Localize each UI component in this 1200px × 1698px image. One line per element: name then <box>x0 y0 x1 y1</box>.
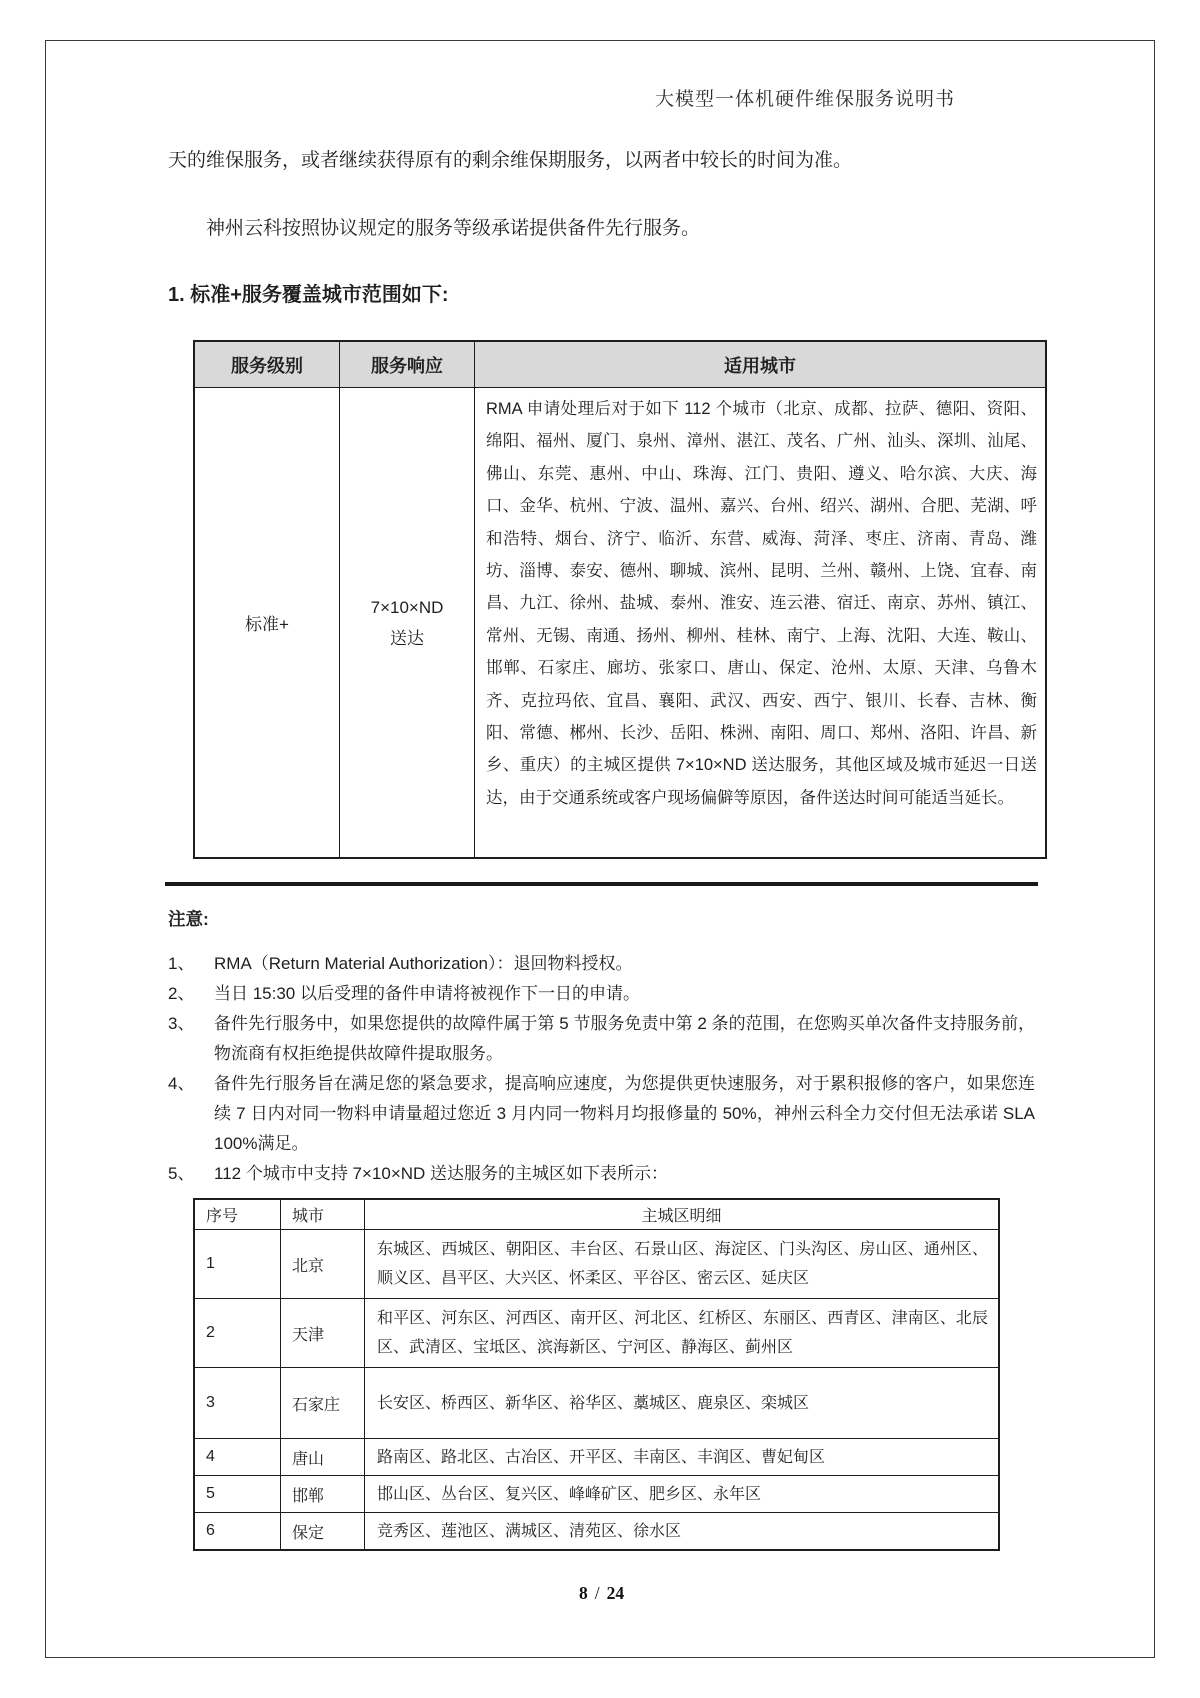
section-divider-rule <box>165 882 1038 886</box>
service-level-cell: 标准+ <box>194 388 340 859</box>
note-text: 当日 15:30 以后受理的备件申请将被视作下一日的申请。 <box>214 984 640 1003</box>
note-item <box>168 949 1035 979</box>
district-row <box>194 1299 999 1368</box>
district-row <box>194 1368 999 1439</box>
service-response-header: 服务响应 <box>340 341 475 388</box>
note-text: 112 个城市中支持 7×10×ND 送达服务的主城区如下表所示： <box>214 1164 669 1183</box>
note-text: 备件先行服务旨在满足您的紧急要求，提高响应速度，为您提供更快速服务，对于累积报修的客户，如果您连续 7 日内对同一物料申请量超过您近 3 月内同一物料月均报修量的 50%，神州云科全力交付但无法承诺 SLA 100%满足。 <box>214 1074 1035 1153</box>
district-row-city: 唐山 <box>281 1439 365 1476</box>
district-row-details: 竞秀区、莲池区、满城区、清苑区、徐水区 <box>365 1513 1000 1551</box>
page-footer <box>168 1583 1035 1604</box>
notes-label: 注意: <box>168 909 209 929</box>
service-level-header: 服务级别 <box>194 341 340 388</box>
district-row-city: 石家庄 <box>281 1368 365 1439</box>
note-item <box>168 1159 1035 1189</box>
note-text: RMA（Return Material Authorization）：退回物料授权。 <box>214 954 633 973</box>
district-row <box>194 1439 999 1476</box>
note-text: 备件先行服务中，如果您提供的故障件属于第 5 节服务免责中第 2 条的范围，在您购买单次备件支持服务前，物流商有权拒绝提供故障件提取服务。 <box>214 1014 1035 1063</box>
district-row-city: 北京 <box>281 1230 365 1299</box>
applicable-cities-cell: RMA 申请处理后对于如下 112 个城市（北京、成都、拉萨、德阳、资阳、绵阳、福州、厦门、泉州、漳州、湛江、茂名、广州、汕头、深圳、汕尾、佛山、东莞、惠州、中山、珠海、江门、贵阳、遵义、哈尔滨、大庆、海口、金华、杭州、宁波、温州、嘉兴、台州、绍兴、湖州、合肥、芜湖、呼和浩特、烟台、济宁、临沂、东营、威海、菏泽、枣庄、济南、青岛、潍坊、淄博、泰安、德州、聊城、滨州、昆明、兰州、赣州、上饶、宜春、南昌、九江、徐州、盐城、泰州、淮安、连云港、宿迁、南京、苏州、镇江、常州、无锡、南通、扬州、柳州、桂林、南宁、上海、沈阳、大连、鞍山、邯郸、石家庄、廊坊、张家口、唐山、保定、沧州、太原、天津、乌鲁木齐、克拉玛依、宜昌、襄阳、武汉、西安、西宁、银川、长春、吉林、衡阳、常德、郴州、长沙、岳阳、株洲、南阳、周口、郑州、洛阳、许昌、新乡、重庆）的主城区提供 7×10×ND 送达服务，其他区域及城市延迟一日送达，由于交通系统或客户现场偏僻等原因，备件送达时间可能适当延长。 <box>475 388 1047 859</box>
district-row-city: 天津 <box>281 1299 365 1368</box>
intro-paragraph-1: 天的维保服务，或者继续获得原有的剩余维保期服务，以两者中较长的时间为准。 <box>168 150 853 171</box>
district-row-number: 5 <box>194 1476 281 1513</box>
document-header-title: 大模型一体机硬件维保服务说明书 <box>654 89 955 110</box>
district-table-header-row <box>194 1199 999 1230</box>
district-city-header: 城市 <box>281 1199 365 1230</box>
district-row-number: 1 <box>194 1230 281 1299</box>
note-item <box>168 1009 1035 1069</box>
notes-list <box>168 949 1035 1189</box>
section-heading: 1. 标准+服务覆盖城市范围如下: <box>168 284 449 306</box>
district-row-city: 保定 <box>281 1513 365 1551</box>
note-item <box>168 1069 1035 1159</box>
service-table-row <box>194 388 1046 859</box>
note-number: 4、 <box>168 1074 195 1093</box>
service-table-header-row <box>194 341 1046 388</box>
note-number: 1、 <box>168 954 195 973</box>
page-number-current: 8 <box>578 1583 588 1603</box>
district-no-header: 序号 <box>194 1199 281 1230</box>
service-response-cell <box>340 388 475 859</box>
district-row-number: 4 <box>194 1439 281 1476</box>
service-coverage-table <box>193 340 1047 859</box>
district-row-number: 2 <box>194 1299 281 1368</box>
district-row <box>194 1476 999 1513</box>
page-number-total: 24 <box>606 1583 625 1603</box>
district-row-details: 邯山区、丛台区、复兴区、峰峰矿区、肥乡区、永年区 <box>365 1476 1000 1513</box>
note-number: 2、 <box>168 984 195 1003</box>
district-row-details: 东城区、西城区、朝阳区、丰台区、石景山区、海淀区、门头沟区、房山区、通州区、顺义区、昌平区、大兴区、怀柔区、平谷区、密云区、延庆区 <box>365 1230 1000 1299</box>
service-response-line1: 7×10×ND <box>370 597 444 617</box>
district-row <box>194 1230 999 1299</box>
district-row <box>194 1513 999 1551</box>
service-response-line2: 送达 <box>390 628 424 648</box>
district-row-details: 和平区、河东区、河西区、南开区、河北区、红桥区、东丽区、西青区、津南区、北辰区、武清区、宝坻区、滨海新区、宁河区、静海区、蓟州区 <box>365 1299 1000 1368</box>
district-row-details: 路南区、路北区、古冶区、开平区、丰南区、丰润区、曹妃甸区 <box>365 1439 1000 1476</box>
note-item <box>168 979 1035 1009</box>
page-content <box>168 148 1035 1551</box>
district-row-number: 6 <box>194 1513 281 1551</box>
district-details-header: 主城区明细 <box>365 1199 1000 1230</box>
note-number: 5、 <box>168 1164 195 1183</box>
applicable-cities-header: 适用城市 <box>475 341 1047 388</box>
page-number-separator: / <box>594 1583 600 1603</box>
intro-paragraph-2: 神州云科按照协议规定的服务等级承诺提供备件先行服务。 <box>206 218 701 239</box>
district-row-city: 邯郸 <box>281 1476 365 1513</box>
district-detail-table <box>193 1198 1000 1551</box>
note-number: 3、 <box>168 1014 195 1033</box>
district-row-number: 3 <box>194 1368 281 1439</box>
district-row-details: 长安区、桥西区、新华区、裕华区、藁城区、鹿泉区、栾城区 <box>365 1368 1000 1439</box>
